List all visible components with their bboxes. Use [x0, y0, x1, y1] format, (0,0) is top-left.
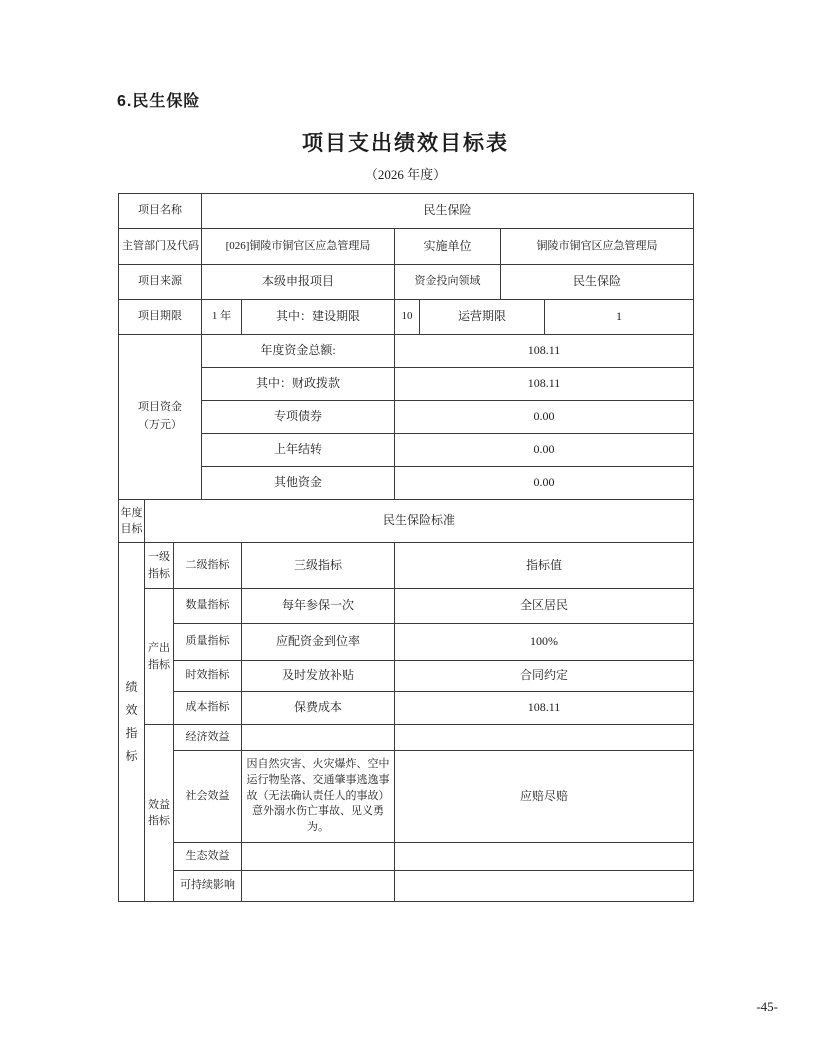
- performance-indicator-label-cell: [119, 543, 145, 902]
- annual-goal-label-cell: [119, 500, 145, 543]
- level1-header-cell: [145, 543, 174, 589]
- level3-header-cell: 三级指标: [242, 543, 395, 589]
- funding-row-value-cell: 0.00: [395, 401, 694, 434]
- funding-row-label-cell: 上年结转: [202, 434, 395, 467]
- benefit-row-value-cell: [395, 871, 694, 902]
- level1-header-label: 一级指标: [148, 551, 170, 580]
- output-indicator-label-cell: [145, 589, 174, 725]
- implement-unit-value-cell: 铜陵市铜官区应急管理局: [501, 229, 694, 265]
- funding-row-label-cell: 年度资金总额:: [202, 335, 395, 368]
- table-row: [119, 434, 694, 467]
- table-row: [119, 543, 694, 589]
- benefit-row-value-cell: 应赔尽赔: [395, 751, 694, 843]
- output-row-level3-cell: 每年参保一次: [242, 589, 395, 624]
- funding-row-value-cell: 0.00: [395, 434, 694, 467]
- benefit-row-level2-cell: 生态效益: [174, 843, 242, 871]
- table-row: [119, 751, 694, 843]
- output-row-value-cell: 108.11: [395, 692, 694, 725]
- table-row: [119, 335, 694, 368]
- output-row-level2-cell: 数量指标: [174, 589, 242, 624]
- funding-row-label-cell: 其他资金: [202, 467, 395, 500]
- benefit-row-level2-cell: 经济效益: [174, 725, 242, 751]
- benefit-row-value-cell: [395, 843, 694, 871]
- output-row-value-cell: 100%: [395, 624, 694, 661]
- benefit-indicator-label: 效益指标: [148, 798, 170, 827]
- investment-field-value-cell: 民生保险: [501, 265, 694, 300]
- funding-row-value-cell: 108.11: [395, 335, 694, 368]
- project-source-label-cell: 项目来源: [119, 265, 202, 300]
- project-period-label-cell: 项目期限: [119, 300, 202, 335]
- funding-row-label-cell: 其中：财政拨款: [202, 368, 395, 401]
- output-row-level2-cell: 时效指标: [174, 661, 242, 692]
- table-row: [119, 624, 694, 661]
- operation-period-label-cell: 运营期限: [420, 300, 545, 335]
- department-value-cell: [026]铜陵市铜官区应急管理局: [202, 229, 395, 265]
- table-row: [119, 265, 694, 300]
- output-row-value-cell: 全区居民: [395, 589, 694, 624]
- section-heading: 6.民生保险: [117, 93, 201, 110]
- table-row: [119, 871, 694, 902]
- performance-target-table: [118, 193, 694, 902]
- table-row: [119, 229, 694, 265]
- output-indicator-label: 产出指标: [148, 642, 170, 671]
- benefit-row-level3-cell: 因自然灾害、火灾爆炸、空中运行物坠落、交通肇事逃逸事故（无法确认责任人的事故）意外溺水伤亡事故、见义勇为。: [242, 751, 395, 843]
- table-row: [119, 589, 694, 624]
- level2-header-cell: 二级指标: [174, 543, 242, 589]
- output-row-level3-cell: 应配资金到位率: [242, 624, 395, 661]
- funding-row-value-cell: 0.00: [395, 467, 694, 500]
- indicator-value-header-cell: 指标值: [395, 543, 694, 589]
- page-subtitle: （2026 年度）: [364, 167, 447, 182]
- table-row: [119, 692, 694, 725]
- table-row: [119, 401, 694, 434]
- table-row: [119, 194, 694, 229]
- output-row-level3-cell: 及时发放补贴: [242, 661, 395, 692]
- project-period-value-cell: 1 年: [202, 300, 242, 335]
- page-title: 项目支出绩效目标表: [302, 132, 509, 155]
- department-label-cell: 主管部门及代码: [119, 229, 202, 265]
- annual-goal-value-cell: 民生保险标准: [145, 500, 694, 543]
- funding-label: 项目资金（万元）: [138, 401, 182, 431]
- project-name-label-cell: 项目名称: [119, 194, 202, 229]
- output-row-level3-cell: 保费成本: [242, 692, 395, 725]
- benefit-row-level3-cell: [242, 871, 395, 902]
- page-number: -45-: [756, 999, 778, 1014]
- table-row: [119, 467, 694, 500]
- benefit-row-level3-cell: [242, 725, 395, 751]
- construction-period-label-cell: 其中：建设期限: [242, 300, 395, 335]
- project-name-value-cell: 民生保险: [202, 194, 694, 229]
- table-row: [119, 725, 694, 751]
- construction-period-value-cell: 10: [395, 300, 420, 335]
- table-row: [119, 843, 694, 871]
- funding-row-value-cell: 108.11: [395, 368, 694, 401]
- operation-period-value-cell: 1: [545, 300, 694, 335]
- benefit-row-level2-cell: 社会效益: [174, 751, 242, 843]
- benefit-row-level2-cell: 可持续影响: [174, 871, 242, 902]
- performance-indicator-label: 绩效指标: [125, 680, 138, 763]
- table-row: [119, 661, 694, 692]
- project-source-value-cell: 本级申报项目: [202, 265, 395, 300]
- funding-label-cell: [119, 335, 202, 500]
- implement-unit-label-cell: 实施单位: [395, 229, 501, 265]
- table-row: [119, 368, 694, 401]
- table-row: [119, 300, 694, 335]
- investment-field-label-cell: 资金投向领域: [395, 265, 501, 300]
- output-row-level2-cell: 成本指标: [174, 692, 242, 725]
- benefit-row-value-cell: [395, 725, 694, 751]
- annual-goal-label: 年度目标: [120, 506, 143, 535]
- benefit-indicator-label-cell: [145, 725, 174, 902]
- output-row-level2-cell: 质量指标: [174, 624, 242, 661]
- benefit-row-level3-cell: [242, 843, 395, 871]
- output-row-value-cell: 合同约定: [395, 661, 694, 692]
- table-row: [119, 500, 694, 543]
- funding-row-label-cell: 专项债券: [202, 401, 395, 434]
